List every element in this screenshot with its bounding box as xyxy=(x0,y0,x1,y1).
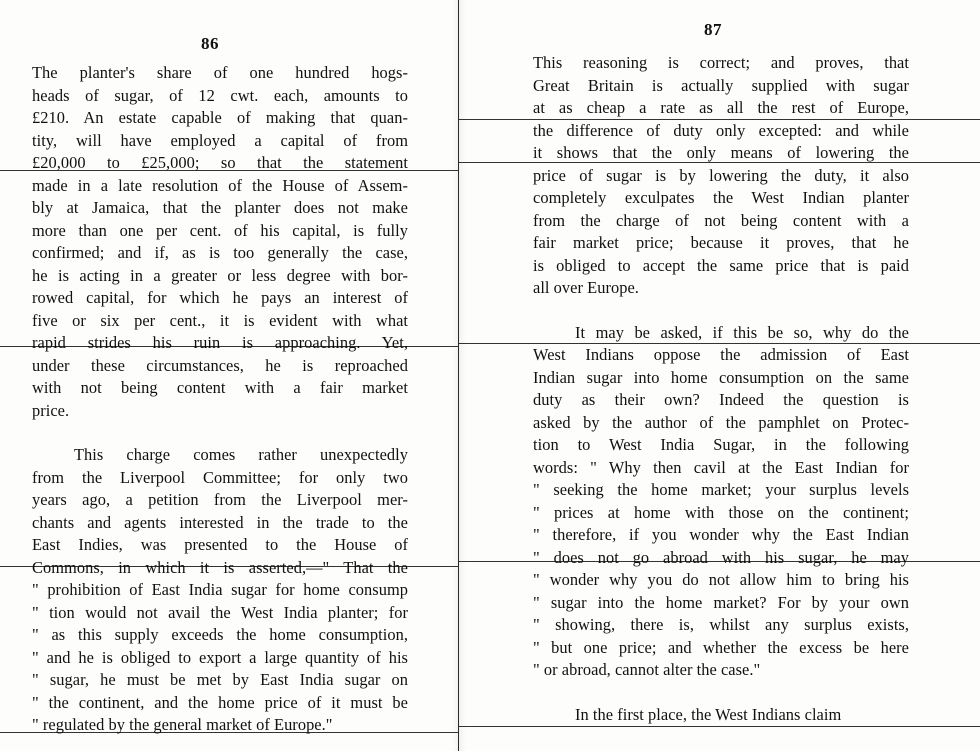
text-line: The planter's share of one hundred hogs- xyxy=(32,63,408,82)
text-line: £210. An estate capable of making that quan- xyxy=(32,108,408,127)
text-line: words: " Why then cavil at the East Indian for xyxy=(533,457,909,477)
text-line: with not being content with a fair market xyxy=(32,378,408,397)
text-line: Indian sugar into home consumption on the same xyxy=(533,367,909,387)
text-line: East Indies, was presented to the House of xyxy=(32,535,408,554)
paragraph xyxy=(32,62,408,422)
text-line: made in a late resolution of the House of Assem- xyxy=(32,175,408,195)
text-line: from the charge of not being content with a xyxy=(533,210,909,230)
text-line: it shows that the only means of lowering the xyxy=(533,143,909,162)
text-line: West Indians oppose the admission of East xyxy=(533,345,909,364)
text-line: Great Britain is actually supplied with sugar xyxy=(533,75,909,95)
text-line: heads of sugar, of 12 cwt. each, amounts to xyxy=(32,85,408,105)
text-line: chants and agents interested in the trade to the xyxy=(32,512,408,532)
text-line: This reasoning is correct; and proves, that xyxy=(533,53,909,72)
text-line: Commons, in which it is asserted,—" That the xyxy=(32,557,408,577)
paragraph xyxy=(533,704,909,727)
text-line: " prohibition of East India sugar for home consump xyxy=(32,580,408,599)
text-line: all over Europe. xyxy=(533,278,639,297)
paragraph xyxy=(533,52,909,300)
text-line: rowed capital, for which he pays an interest of xyxy=(32,288,408,307)
text-line: asked by the author of the pamphlet on Protec- xyxy=(533,412,909,432)
text-line: " as this supply exceeds the home consumption, xyxy=(32,625,408,644)
text-line: the difference of duty only excepted: and while xyxy=(533,120,909,140)
text-line: tion to West India Sugar, in the following xyxy=(533,435,909,454)
text-line: years ago, a petition from the Liverpool mer- xyxy=(32,490,408,509)
text-line: This charge comes rather unexpectedly xyxy=(74,445,408,464)
text-line: " seeking the home market; your surplus levels xyxy=(533,480,909,499)
text-line: " or abroad, cannot alter the case." xyxy=(533,660,761,679)
page-number: 87 xyxy=(704,20,722,39)
text-line: " does not go abroad with his sugar, he may xyxy=(533,547,909,567)
text-line: price. xyxy=(32,400,70,420)
text-line: price of sugar is by lowering the duty, it also xyxy=(533,165,909,185)
text-line: duty as their own? Indeed the question is xyxy=(533,390,909,409)
text-line: £20,000 to £25,000; so that the statement xyxy=(32,153,408,172)
text-line: bly at Jamaica, that the planter does not make xyxy=(32,198,408,217)
text-line: " wonder why you do not allow him to bring his xyxy=(533,570,909,589)
text-line: " but one price; and whether the excess be here xyxy=(533,637,909,657)
text-line: confirmed; and if, as is too generally the case, xyxy=(32,243,408,262)
text-line: " prices at home with those on the continent; xyxy=(533,502,909,522)
text-line: " tion would not avail the West India planter; for xyxy=(32,602,408,622)
text-line: he is acting in a greater or less degree with bor- xyxy=(32,265,408,285)
text-line: fair market price; because it proves, that he xyxy=(533,233,909,252)
text-line: " and he is obliged to export a large quantity of his xyxy=(32,647,408,667)
text-line: " showing, there is, whilst any surplus exists, xyxy=(533,615,909,634)
page-number: 86 xyxy=(201,34,219,53)
text-line: more than one per cent. of his capital, is fully xyxy=(32,220,408,240)
text-line: " sugar, he must be met by East India sugar on xyxy=(32,670,408,689)
text-line: at as cheap a rate as all the rest of Europe, xyxy=(533,98,909,117)
text-line: rapid strides his ruin is approaching. Yet, xyxy=(32,333,408,352)
text-line: completely exculpates the West Indian planter xyxy=(533,188,909,207)
text-line: " sugar into the home market? For by your own xyxy=(533,592,909,612)
text-line: It may be asked, if this be so, why do the xyxy=(575,322,909,342)
text-line: " regulated by the general market of Europe." xyxy=(32,715,333,734)
text-line: is obliged to accept the same price that is paid xyxy=(533,255,909,275)
paragraph xyxy=(533,322,909,682)
text-line: " the continent, and the home price of it must be xyxy=(32,692,408,712)
left-page-text xyxy=(32,62,408,737)
text-line: In the first place, the West Indians claim xyxy=(575,704,842,724)
text-line: from the Liverpool Committee; for only two xyxy=(32,467,408,487)
text-line: five or six per cent., it is evident with what xyxy=(32,310,408,330)
text-line: " therefore, if you wonder why the East Indian xyxy=(533,525,909,544)
text-line: tity, will have employed a capital of from xyxy=(32,130,408,150)
right-page-text xyxy=(533,52,909,726)
text-line: under these circumstances, he is reproached xyxy=(32,355,408,375)
paragraph xyxy=(32,444,408,737)
